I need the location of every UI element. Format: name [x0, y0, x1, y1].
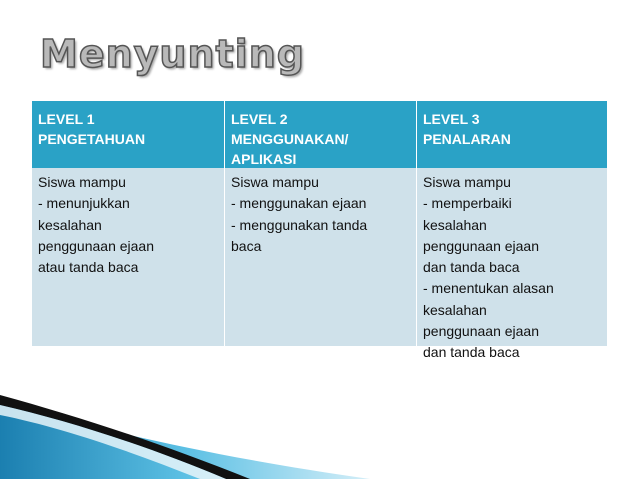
table-header-row [32, 101, 607, 168]
level-table [32, 101, 607, 361]
cell-line: dan tanda baca [423, 344, 520, 361]
header-line: PENALARAN [423, 131, 511, 147]
header-cell-level-1 [32, 101, 224, 168]
table-body-row [32, 168, 607, 361]
header-line: LEVEL 3 [423, 111, 480, 127]
header-line: LEVEL 1 [38, 111, 95, 127]
cell-line: - memperbaiki [423, 195, 512, 212]
header-line: MENGGUNAKAN/ [231, 131, 349, 147]
decorative-swoosh [0, 395, 638, 479]
page-title: Menyunting [40, 32, 305, 76]
cell-line: - menentukan alasan [423, 280, 554, 297]
cell-line: Siswa mampu [38, 174, 126, 190]
cell-line: kesalahan [38, 216, 102, 233]
cell-line: kesalahan [423, 216, 487, 233]
cell-line: - menggunakan ejaan [231, 195, 367, 212]
cell-line: Siswa mampu [231, 174, 319, 190]
header-line: APLIKASI [231, 151, 297, 167]
header-cell-level-3 [416, 101, 607, 168]
cell-line: kesalahan [423, 301, 487, 318]
cell-line: - menunjukkan [38, 195, 130, 212]
cell-line: atau tanda baca [38, 259, 139, 276]
header-line: LEVEL 2 [231, 111, 288, 127]
cell-line: Siswa mampu [423, 174, 511, 190]
header-line: PENGETAHUAN [38, 131, 146, 147]
cell-line: baca [231, 237, 262, 254]
body-cell-level-3 [416, 168, 607, 361]
cell-line: penggunaan ejaan [423, 237, 540, 254]
body-cell-level-2 [224, 168, 416, 346]
body-cell-level-1 [32, 168, 224, 346]
cell-line: penggunaan ejaan [423, 323, 540, 340]
cell-line: - menggunakan tanda [231, 216, 368, 233]
header-cell-level-2 [224, 101, 416, 168]
cell-line: dan tanda baca [423, 259, 520, 276]
cell-line: penggunaan ejaan [38, 237, 155, 254]
